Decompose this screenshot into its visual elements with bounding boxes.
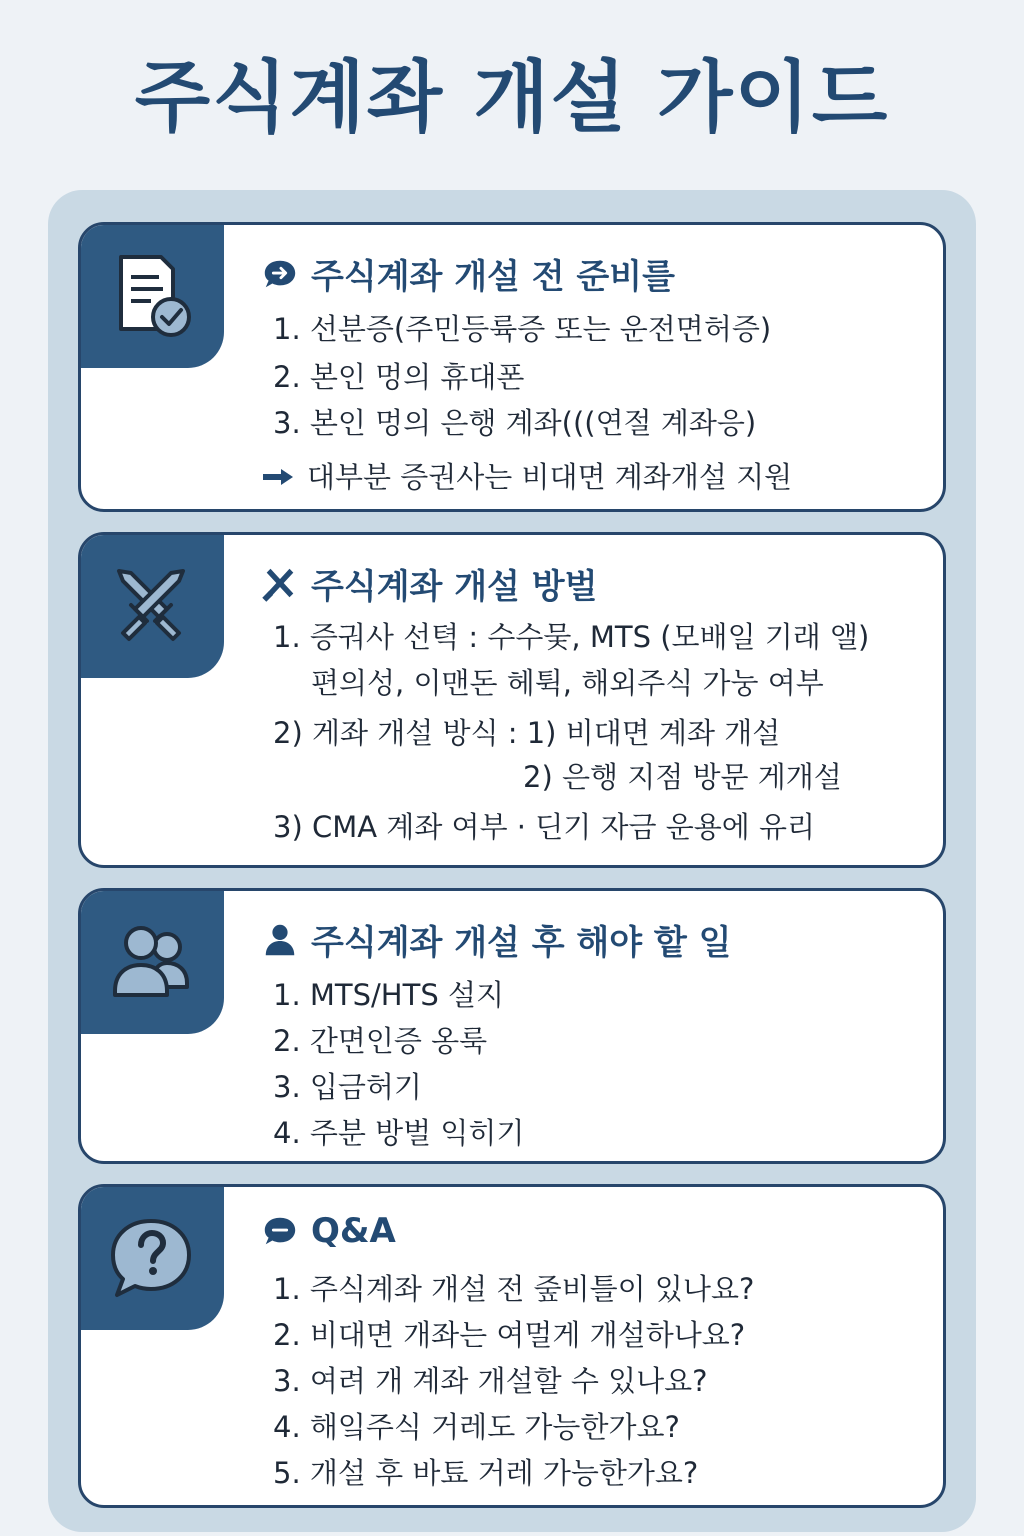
question-bubble-icon <box>101 1207 201 1307</box>
tab-crossed-swords <box>78 532 224 678</box>
speech-bubble-arrow-icon <box>261 255 299 293</box>
list-item: 2) 게좌 개설 방식 : 1) 비대면 계좌 개설 <box>273 716 781 750</box>
section-heading-text: 주식계좌 개설 방벌 <box>311 567 598 607</box>
qna-item: 4. 해잌주식 거레도 가능한가요? <box>273 1410 680 1444</box>
tab-users <box>78 888 224 1034</box>
section-heading-text: Q&A <box>311 1211 396 1251</box>
tab-document-check <box>78 222 224 368</box>
cross-tools-icon <box>261 565 299 603</box>
arrow-right-icon <box>261 467 295 487</box>
list-item: 편의성, 이맨돈 헤튁, 해외주식 가눙 여부 <box>311 666 824 700</box>
section-qna <box>78 1184 946 1508</box>
note <box>261 459 792 495</box>
document-check-icon <box>101 245 201 345</box>
list-item: 3) CMA 계좌 여부 · 딘기 자금 운용에 유리 <box>273 810 816 844</box>
section-heading <box>261 249 675 298</box>
list-item: 1. MTS/HTS 설지 <box>273 978 504 1012</box>
note-text: 대부분 증권사는 비대면 계좌개설 지원 <box>307 460 793 494</box>
list-item: 2) 은행 지점 방문 게개설 <box>523 760 842 794</box>
crossed-swords-icon <box>101 555 201 655</box>
qna-item: 5. 개설 후 바툐 거레 가능한가요? <box>273 1456 699 1490</box>
list-item: 2. 본인 멍의 휴대폰 <box>273 360 525 394</box>
section-heading <box>261 559 597 608</box>
qna-item: 1. 주식계좌 개설 전 줖비틀이 있나요? <box>273 1272 755 1306</box>
chat-bubble-icon <box>261 1212 299 1250</box>
qna-item: 3. 여려 개 계좌 개설할 수 있나요? <box>273 1364 708 1398</box>
users-icon <box>101 911 201 1011</box>
section-heading-text: 주식계좌 개설 후 해야 핱 일 <box>311 923 732 963</box>
list-item: 1. 증궈사 선텩 : 수수뭊, MTS (모배일 기래 앨) <box>273 620 870 654</box>
person-icon <box>261 921 299 959</box>
list-item: 4. 주분 방벌 익히기 <box>273 1116 525 1150</box>
section-heading <box>261 1211 396 1251</box>
page-title: 주식계좌 개설 가이드 <box>134 53 890 143</box>
section-heading <box>261 915 731 964</box>
list-item: 2. 간면인증 옹룩 <box>273 1024 488 1058</box>
tab-question <box>78 1184 224 1330</box>
section-after-opening <box>78 888 946 1164</box>
section-preparation <box>78 222 946 512</box>
qna-item: 2. 비대면 개좌는 여멀게 개설하나요? <box>273 1318 746 1352</box>
section-heading-text: 주식계좌 개설 전 준비를 <box>311 257 675 297</box>
list-item: 1. 선분증(주민등륙증 또는 운전면허증) <box>273 312 772 346</box>
list-item: 3. 본인 멍의 은행 계좌(((연절 계좌응) <box>273 406 757 440</box>
section-method <box>78 532 946 868</box>
list-item: 3. 입금허기 <box>273 1070 422 1104</box>
